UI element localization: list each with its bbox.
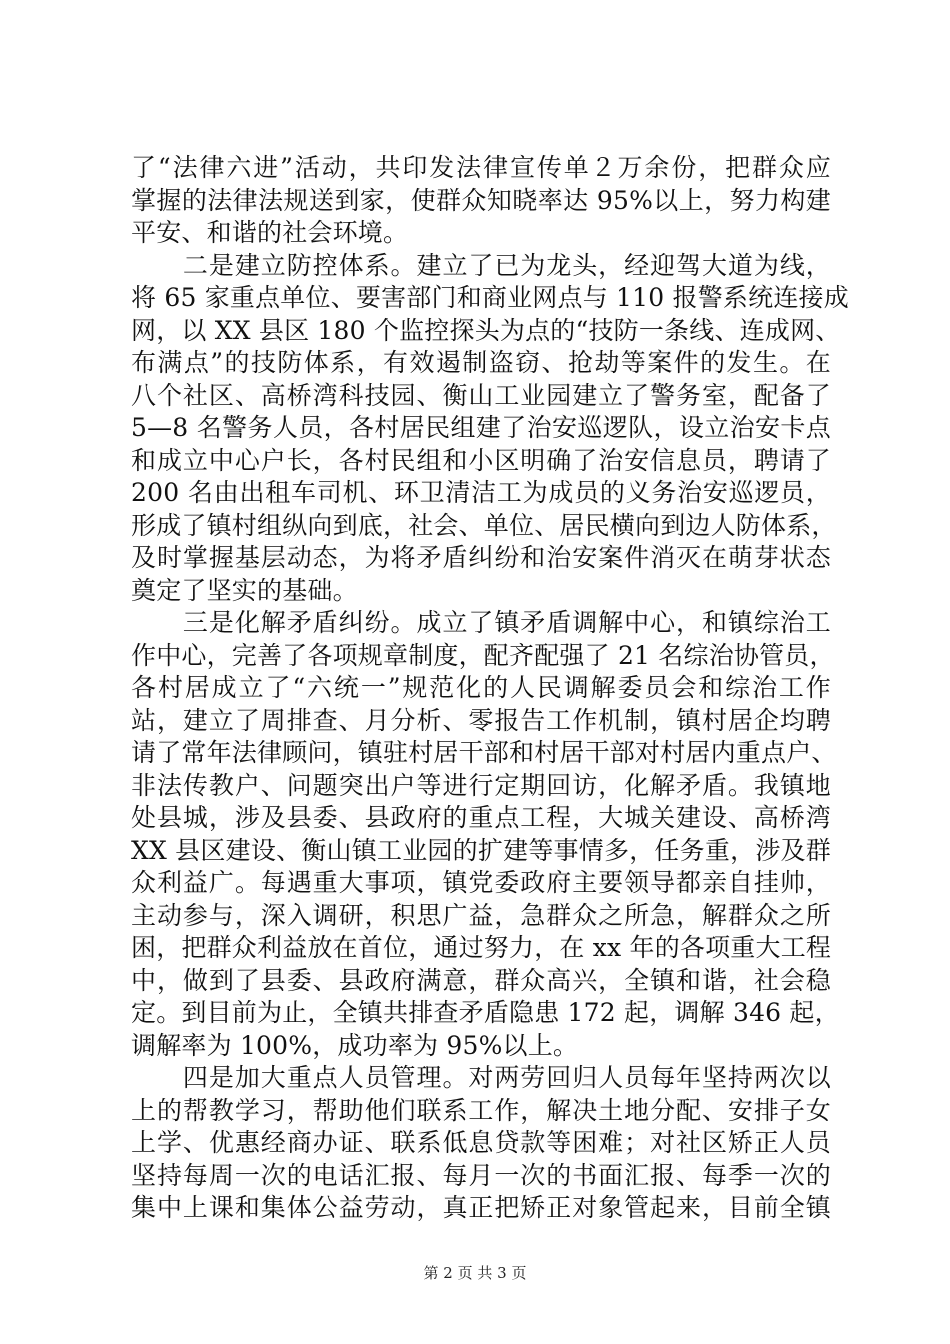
text-line: 布满点”的技防体系，有效遏制盗窃、抢劫等案件的发生。在 <box>131 348 831 377</box>
page-footer <box>0 1262 950 1283</box>
text-line: 上学、优惠经商办证、联系低息贷款等困难；对社区矫正人员 <box>131 1128 831 1157</box>
text-line: 200 名由出租车司机、环卫清洁工为成员的义务治安巡逻员， <box>131 478 831 507</box>
text-line: 将 65 家重点单位、要害部门和商业网点与 110 报警系统连接成 <box>131 283 849 312</box>
text-line: 请了常年法律顾问，镇驻村居干部和村居干部对村居内重点户、 <box>131 738 837 767</box>
text-line: 八个社区、高桥湾科技园、衡山工业园建立了警务室，配备了 <box>131 380 831 410</box>
text-line: 平安、和谐的社会环境。 <box>131 218 409 247</box>
text-line: 和成立中心户长，各村民组和小区明确了治安信息员，聘请了 <box>131 445 831 475</box>
text-line: 形成了镇村组纵向到底，社会、单位、居民横向到边人防体系， <box>131 510 837 540</box>
text-line: 各村居成立了“六统一”规范化的人民调解委员会和综治工作 <box>131 673 831 702</box>
text-line: 四是加大重点人员管理。对两劳回归人员每年坚持两次以 <box>131 1063 831 1092</box>
text-line: 奠定了坚实的基础。 <box>131 575 358 605</box>
text-line: 网，以 XX 县区 180 个监控探头为点的“技防一条线、连成网、 <box>131 315 841 345</box>
text-line: 非法传教户、问题突出户等进行定期回访，化解矛盾。我镇地 <box>131 770 831 800</box>
text-line: 上的帮教学习，帮助他们联系工作，解决土地分配、安排子女 <box>131 1095 831 1125</box>
text-line: 及时掌握基层动态，为将矛盾纠纷和治安案件消灭在萌芽状态 <box>131 543 831 572</box>
text-line: 集中上课和集体公益劳动，真正把矫正对象管起来，目前全镇 <box>131 1193 831 1222</box>
text-line: 作中心，完善了各项规章制度，配齐配强了 21 名综治协管员， <box>131 640 835 670</box>
text-line: 调解率为 100%，成功率为 95%以上。 <box>131 1030 579 1060</box>
text-line: 坚持每周一次的电话汇报、每月一次的书面汇报、每季一次的 <box>131 1160 831 1190</box>
document-body <box>131 152 849 1225</box>
text-line: 众利益广。每遇重大事项，镇党委政府主要领导都亲自挂帅， <box>131 868 831 897</box>
text-line: 5—8 名警务人员，各村居民组建了治安巡逻队，设立治安卡点 <box>131 413 831 442</box>
text-line: 了“法律六进”活动，共印发法律宣传单２万余份，把群众应 <box>131 153 831 182</box>
text-line: XX 县区建设、衡山镇工业园的扩建等事情多，任务重，涉及群 <box>131 835 831 865</box>
text-line: 二是建立防控体系。建立了已为龙头，经迎驾大道为线， <box>131 250 831 280</box>
text-line: 三是化解矛盾纠纷。成立了镇矛盾调解中心，和镇综治工 <box>131 608 831 637</box>
text-line: 主动参与，深入调研，积思广益，急群众之所急，解群众之所 <box>131 900 831 930</box>
text-line: 定。到目前为止，全镇共排查矛盾隐患 172 起，调解 346 起， <box>131 998 840 1027</box>
page-number-label: 第 2 页 共 3 页 <box>423 1264 527 1282</box>
text-line: 中，做到了县委、县政府满意，群众高兴，全镇和谐，社会稳 <box>131 965 831 995</box>
text-line: 困，把群众利益放在首位，通过努力，在 xx 年的各项重大工程 <box>131 933 832 962</box>
text-line: 处县城，涉及县委、县政府的重点工程，大城关建设、高桥湾 <box>131 803 831 832</box>
text-line: 站，建立了周排查、月分析、零报告工作机制，镇村居企均聘 <box>131 705 831 735</box>
text-line: 掌握的法律法规送到家，使群众知晓率达 95%以上，努力构建 <box>131 185 831 215</box>
